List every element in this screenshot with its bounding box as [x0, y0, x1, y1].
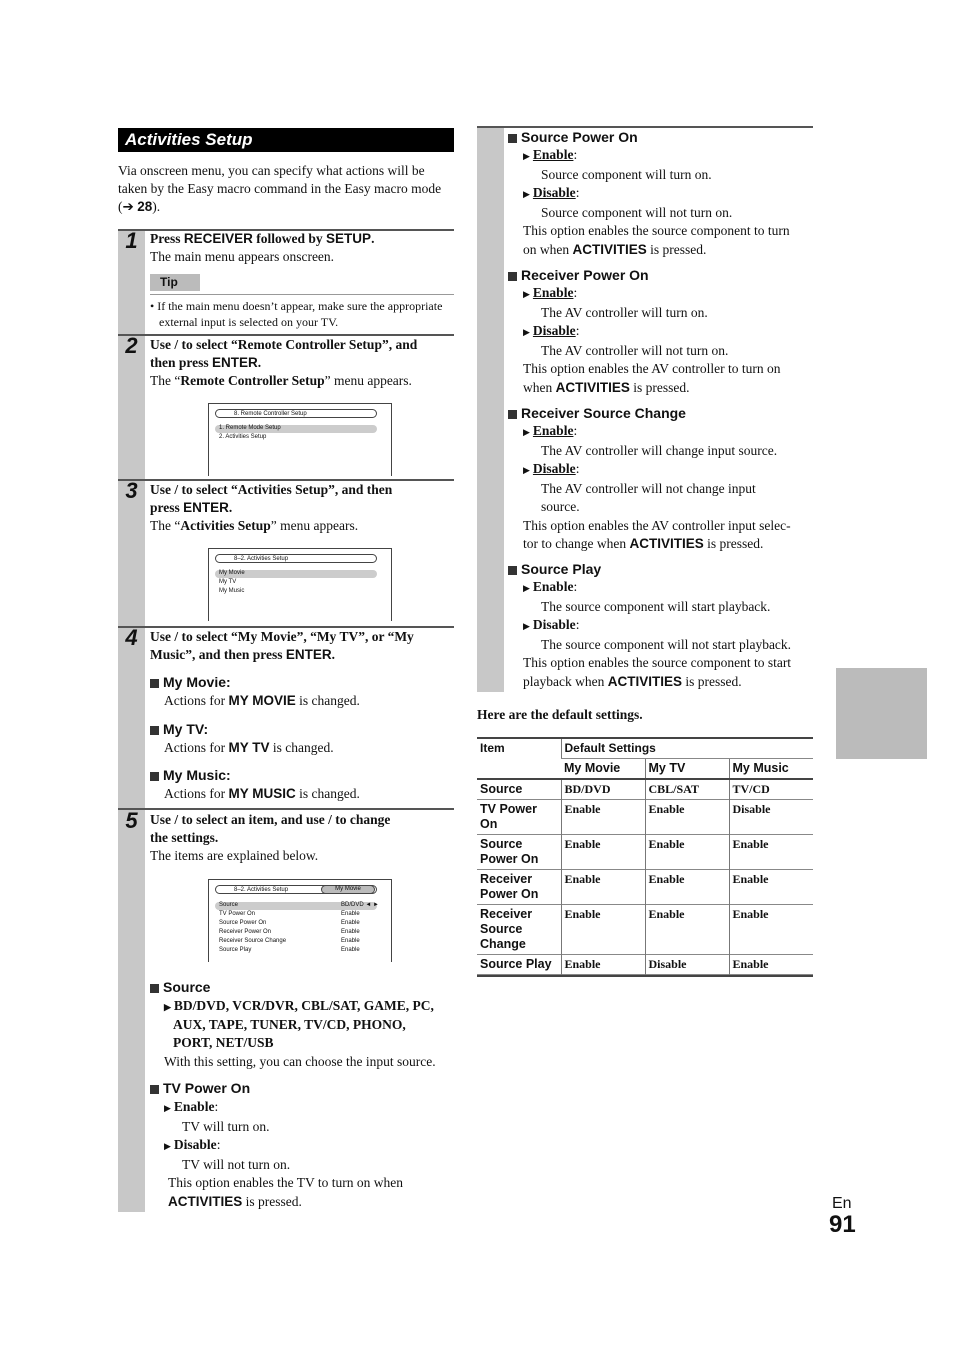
defaults-table: [477, 737, 813, 977]
table-cell: Enable: [645, 905, 729, 955]
option-label: Enable: [532, 285, 574, 300]
step-3-number: 3: [125, 478, 138, 503]
source-desc: With this setting, you can choose the input source.: [164, 1054, 436, 1069]
table-cell: Enable: [561, 835, 645, 870]
screen-item: 1. Remote Mode Setup: [219, 425, 281, 431]
activities-items-screen: [208, 879, 392, 962]
screen-title: 8–2. Activities Setup: [215, 554, 377, 563]
table-cell: TV Power On: [480, 802, 537, 831]
step-5-number: 5: [125, 808, 138, 833]
left-step-strip: [118, 229, 145, 1212]
screen-row-label: Source: [219, 902, 239, 908]
option-desc: Source component will not turn on.: [541, 204, 733, 220]
defaults-caption: Here are the default settings.: [477, 707, 643, 722]
screen-row-value: Enable: [341, 947, 360, 953]
setting-note: This option enables the source component to turn: [523, 223, 790, 238]
option-label: Disable: [532, 617, 576, 632]
source-option: CBL/SAT: [301, 998, 357, 1013]
table-cell: Enable: [561, 905, 645, 955]
triangle-bullet-icon: ▶: [523, 289, 530, 299]
table-row: [477, 870, 813, 905]
my-tv-heading: My TV:: [150, 720, 208, 738]
activities-setup-screen: [208, 548, 392, 621]
table-row: [477, 905, 813, 955]
table-cell: TV/CD: [729, 779, 813, 800]
screen-row-value: Enable: [341, 920, 360, 926]
setting-section: Receiver Power On ▶ Enable: The AV controller will turn on. ▶ Disable: The AV controller will not turn on. This option enables the AV controller to turn on when ACTIVITIES is pressed.: [509, 266, 813, 397]
source-option: PORT: [173, 1035, 210, 1050]
my-movie-heading: My Movie:: [150, 673, 231, 691]
option-desc: The AV controller will not change input: [541, 480, 756, 496]
square-bullet-icon: [508, 410, 517, 419]
setting-note: This option enables the AV controller to turn on: [523, 361, 781, 376]
my-music-desc: Actions for MY MUSIC is changed.: [164, 786, 360, 801]
screen-title: 8. Remote Controller Setup: [215, 409, 377, 418]
screen-row-label: Receiver Source Change: [219, 938, 287, 944]
my-music-heading: My Music:: [150, 766, 231, 784]
option-label: Enable: [532, 147, 574, 162]
option-label: Disable: [532, 461, 576, 476]
table-cell: Enable: [729, 835, 813, 870]
table-header: Item: [480, 741, 505, 755]
screen-row-value: Enable: [341, 911, 360, 917]
table-row: [477, 779, 813, 800]
triangle-bullet-icon: ▶: [523, 465, 530, 475]
triangle-bullet-icon: ▶: [523, 151, 530, 161]
screen-row-label: Source Power On: [219, 920, 267, 926]
square-bullet-icon: [508, 272, 517, 281]
option-label: Enable: [532, 423, 574, 438]
screen-item: 2. Activities Setup: [219, 434, 267, 440]
setting-note: This option enables the source component to start: [523, 655, 792, 670]
section-title: Activities Setup: [118, 128, 454, 152]
screen-row-label: Source Play: [219, 947, 252, 953]
table-row: [477, 835, 813, 870]
table-cell: Disable: [645, 955, 729, 975]
screen-row-label: TV Power On: [219, 911, 256, 917]
option-label: Disable: [532, 323, 576, 338]
step-5-body: Use / to select an item, and use / to change the settings. The items are explained below.: [150, 812, 391, 863]
source-option: TV/CD: [304, 1017, 347, 1032]
page-number: 91: [829, 1211, 856, 1238]
screen-row-value: Enable: [341, 938, 360, 944]
option-desc: Source component will turn on.: [541, 166, 712, 182]
table-cell: Enable: [561, 800, 645, 835]
source-option: GAME: [363, 998, 406, 1013]
source-option: TAPE: [208, 1017, 244, 1032]
triangle-bullet-icon: ▶: [523, 427, 530, 437]
option-desc: The AV controller will change input source.: [541, 442, 778, 458]
table-row: [477, 955, 813, 975]
source-option: TUNER: [250, 1017, 298, 1032]
setting-heading: Receiver Power On: [508, 266, 813, 284]
table-subheader: My Movie: [564, 761, 621, 775]
setting-note: This option enables the AV controller input selec-: [523, 517, 791, 533]
square-bullet-icon: [508, 134, 517, 143]
source-heading: Source: [150, 978, 210, 996]
table-cell: Enable: [645, 870, 729, 905]
screen-row-value: BD/DVD ◄ ►: [341, 902, 379, 908]
square-bullet-icon: [508, 566, 517, 575]
source-option: PHONO: [352, 1017, 403, 1032]
source-options: ▶ BD/DVD, VCR/DVR, CBL/SAT, GAME, PC, AUX, TAPE, TUNER, TV/CD, PHONO, PORT, NET/USB: [164, 998, 434, 1050]
source-option: AUX: [173, 1017, 203, 1032]
triangle-bullet-icon: ▶: [523, 583, 530, 593]
table-cell: Enable: [645, 835, 729, 870]
screen-item: My Movie: [219, 570, 245, 576]
remote-controller-setup-screen: [208, 403, 392, 476]
source-option: PC: [412, 998, 431, 1013]
table-cell: BD/DVD: [561, 779, 645, 800]
setting-heading: Receiver Source Change: [508, 404, 813, 422]
screen-row-value: Enable: [341, 929, 360, 935]
setting-heading: Source Play: [508, 560, 813, 578]
triangle-bullet-icon: ▶: [523, 327, 530, 337]
table-cell: Receiver Source Change: [480, 907, 533, 951]
table-cell: Enable: [729, 955, 813, 975]
table-cell: CBL/SAT: [645, 779, 729, 800]
table-row: [477, 800, 813, 835]
table-cell: Disable: [729, 800, 813, 835]
tip-label: Tip: [150, 274, 200, 291]
screen-tab: My Movie: [321, 885, 375, 894]
step-4-body: Use / to select “My Movie”, “My TV”, or “My Music”, and then press ENTER.: [150, 629, 414, 662]
option-desc: The AV controller will turn on.: [541, 304, 708, 320]
setting-note: when ACTIVITIES is pressed.: [523, 379, 690, 395]
option-label: Disable: [532, 185, 576, 200]
setting-note: tor to change when ACTIVITIES is pressed.: [523, 536, 764, 551]
screen-title: 8–2. Activities Setup: [215, 885, 377, 894]
intro-paragraph: Via onscreen menu, you can specify what actions will be taken by the Easy macro command in the Easy macro mode (➔ 28).: [118, 163, 442, 214]
option-desc: The source component will not start playback.: [541, 636, 792, 652]
table-cell: Enable: [729, 870, 813, 905]
setting-section: Source Power On ▶ Enable: Source component will turn on. ▶ Disable: Source component will not turn on. This option enables the source component to turn on when ACTIVITIES is pressed.: [509, 128, 813, 259]
screen-item: My TV: [219, 579, 237, 585]
table-header-row: [477, 739, 813, 759]
triangle-bullet-icon: ▶: [523, 189, 530, 199]
setting-heading: Source Power On: [508, 128, 813, 146]
option-desc: The source component will start playback.: [541, 598, 771, 614]
table-header: Default Settings: [561, 739, 813, 759]
table-cell: Source Play: [480, 957, 552, 971]
right-gray-strip: [477, 128, 504, 692]
table-cell: Source: [480, 782, 523, 796]
tv-power-on-heading: TV Power On: [150, 1079, 250, 1097]
screen-item: My Music: [219, 588, 245, 594]
step-1-body: Press RECEIVER followed by SETUP. The main menu appears onscreen. Tip • If the main menu doesn’t appear, make sure the appropriate external input is selected on your TV.: [150, 230, 454, 330]
table-cell: Enable: [561, 870, 645, 905]
step-2-body: Use / to select “Remote Controller Setup”, and then press ENTER. The “Remote Controller Setup” menu appears.: [150, 337, 418, 388]
tip-text: • If the main menu doesn’t appear, make sure the appropriate external input is selected on your TV.: [150, 294, 454, 330]
setting-section: Receiver Source Change ▶ Enable: The AV controller will change input source. ▶ Disable: The AV controller will not change input source. This option enables the AV controller input selec- tor to change when ACTIVITIES is pressed.: [509, 404, 813, 554]
screen-row-label: Receiver Power On: [219, 929, 272, 935]
step-2-number: 2: [125, 333, 138, 358]
table-cell: Enable: [645, 800, 729, 835]
step-3-body: Use / to select “Activities Setup”, and then press ENTER. The “Activities Setup” menu appears.: [150, 482, 393, 533]
table-subheader: My TV: [645, 759, 729, 780]
my-tv-desc: Actions for MY TV is changed.: [164, 740, 334, 755]
table-cell: Receiver Power On: [480, 872, 539, 901]
page-language: En: [832, 1195, 852, 1212]
table-cell: Enable: [729, 905, 813, 955]
setting-note: playback when ACTIVITIES is pressed.: [523, 673, 742, 689]
setting-note: on when ACTIVITIES is pressed.: [523, 241, 707, 257]
table-cell: Enable: [561, 955, 645, 975]
my-movie-desc: Actions for MY MOVIE is changed.: [164, 693, 360, 708]
source-option: VCR/DVR: [232, 998, 295, 1013]
step-1-number: 1: [125, 228, 138, 253]
table-cell: Source Power On: [480, 837, 539, 866]
table-subheader: My Music: [729, 759, 813, 780]
option-desc: The AV controller will not turn on.: [541, 342, 729, 358]
source-option: BD/DVD: [173, 998, 226, 1013]
step-4-number: 4: [125, 625, 138, 650]
source-option: NET/USB: [215, 1035, 274, 1050]
triangle-bullet-icon: ▶: [523, 621, 530, 631]
option-label: Enable: [532, 579, 574, 594]
side-thumb-tab: [836, 668, 927, 759]
step-5-rule: [118, 808, 454, 810]
setting-section: Source Play ▶ Enable: The source component will start playback. ▶ Disable: The source component will not start playback. This option enables the source component to start playback when ACTIVITIES is pressed.: [509, 560, 813, 691]
option-desc: source.: [541, 499, 580, 514]
tv-power-on-body: ▶ Enable: TV will turn on. ▶ Disable: TV will not turn on. This option enables the TV to turn on when ACTIVITIES is pressed.: [164, 1099, 403, 1209]
